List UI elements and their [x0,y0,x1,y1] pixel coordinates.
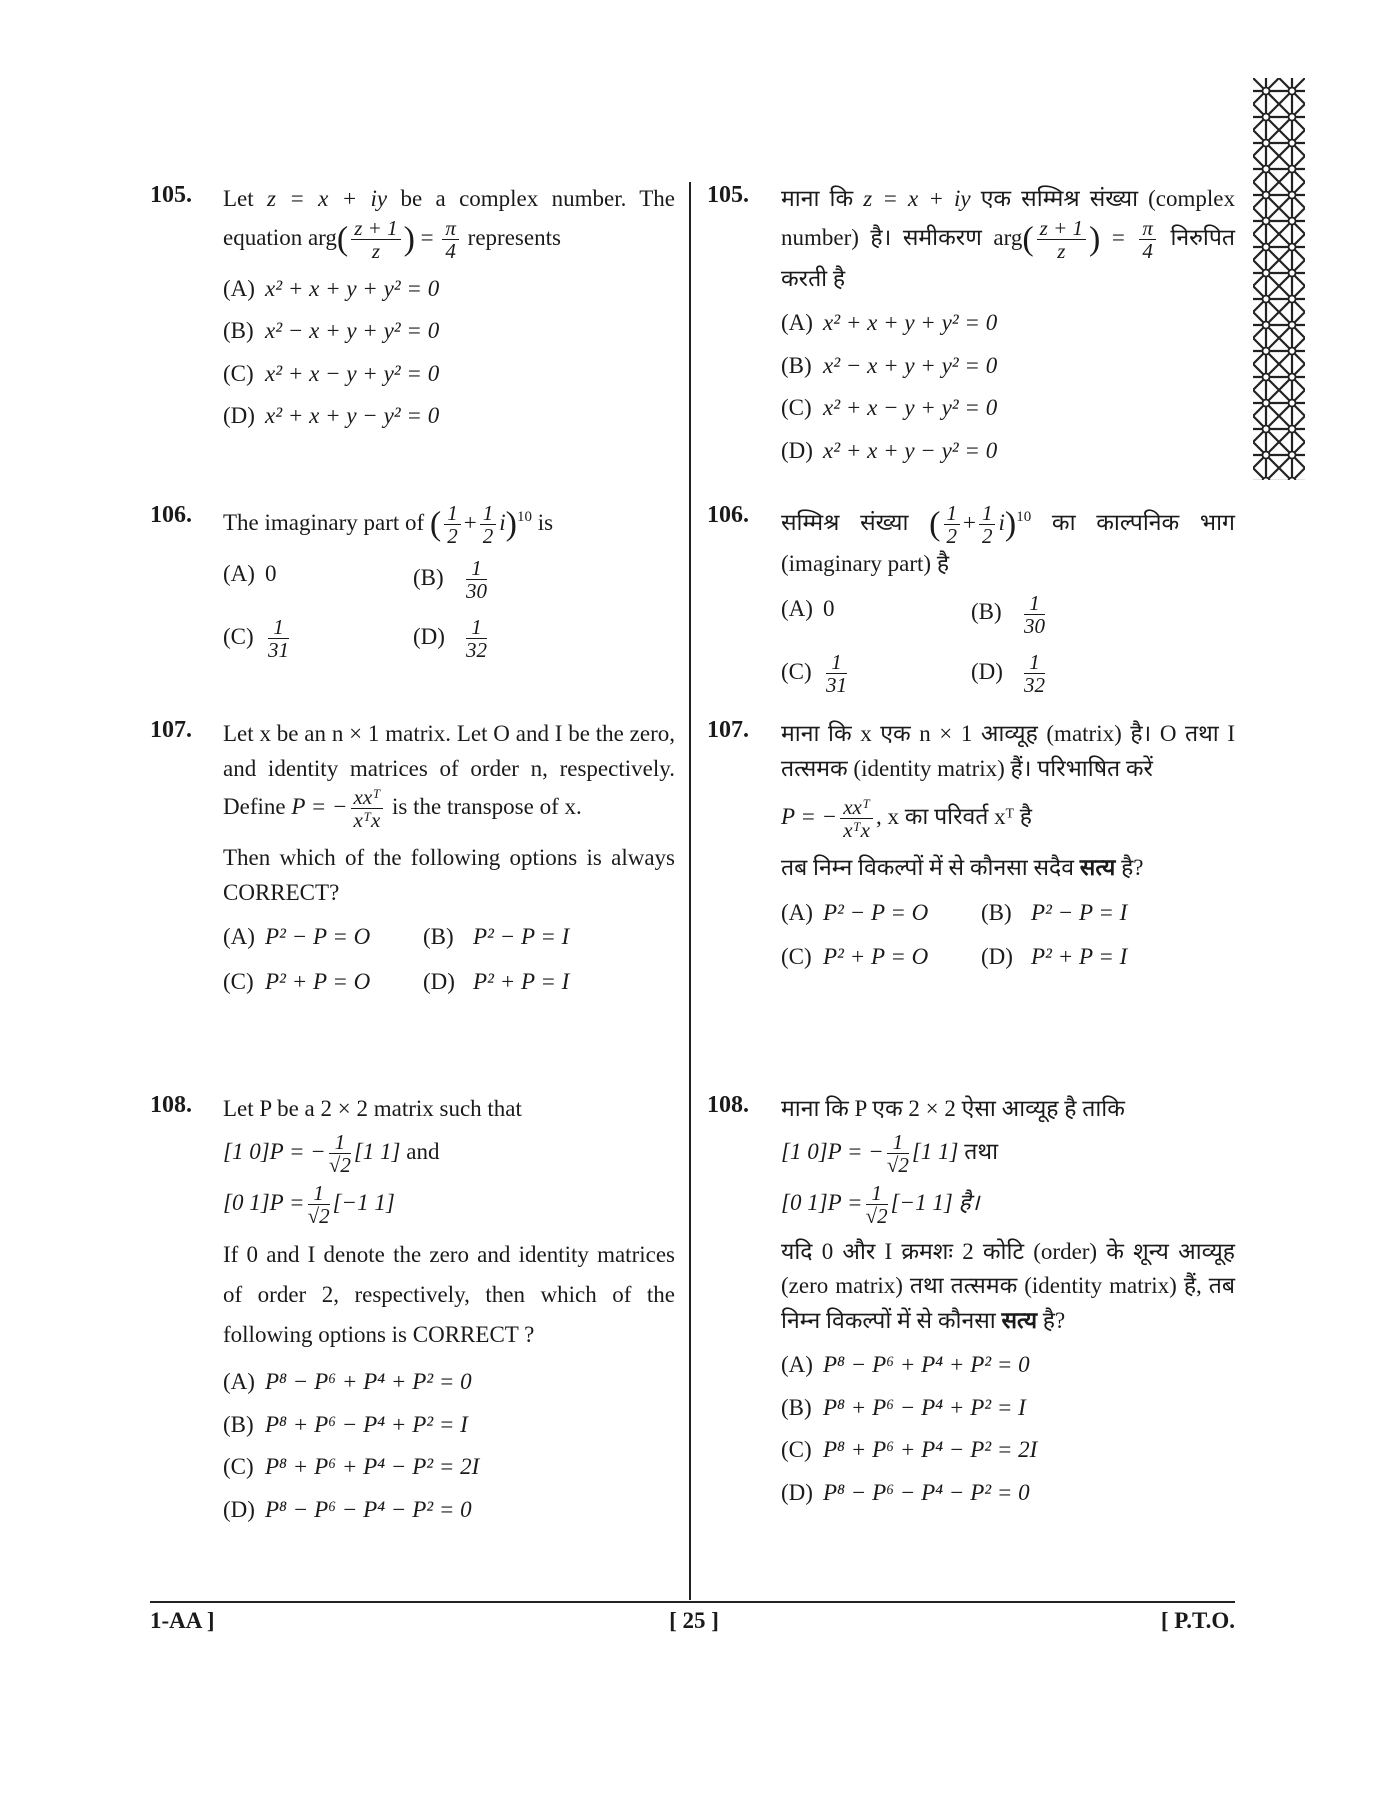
option-c: (C) $\frac{1}{31}$ [223,615,289,663]
equation-1: [1 0]P = − $\frac{1}{√2}$ [1 1] and [223,1129,440,1177]
equation-2: [0 1]P = $\frac{1}{√2}$ [−1 1] है। [781,1180,980,1228]
question-body [223,717,675,999]
option-d: (D) P² + P = I [981,944,1128,970]
question-number: 106. [150,502,192,528]
option-c: (C) $\frac{1}{31}$ [781,649,847,697]
question-stem-2: If 0 and I denote the zero and identity matrices of order 2, respectively, then which of the following options is CORRECT ? [223,1241,675,1348]
option-d: (D) $\frac{1}{32}$ [971,649,1045,697]
option-d: (D) P⁸ − P⁶ − P⁴ − P² = 0 [781,1479,1030,1505]
option-c: (C) P⁸ + P⁶ + P⁴ − P² = 2I [781,1437,1038,1463]
column-divider [689,182,691,1600]
question-body [781,502,1235,696]
question-body [223,182,675,442]
options-grid [781,592,1235,696]
question-stem-2: यदि 0 और I क्रमशः 2 कोटि (order) के शून्य आव्यूह (zero matrix) तथा तत्समक (identity matrix) हैं, तब निम्न विकल्पों में से कौनसा सत्य है? [781,1238,1235,1333]
option-b: (B) $\frac{1}{30}$ [413,556,487,604]
option-a: (A) x² + x + y + y² = 0 [223,275,440,301]
fraction: $\frac{\pi}{4}$ [442,217,459,262]
option-b: (B) P⁸ + P⁶ − P⁴ + P² = I [781,1394,1026,1420]
option-b: (B) x² − x + y + y² = 0 [223,318,440,344]
question-number: 106. [707,502,749,528]
option-c: (C) P² + P = O [781,944,929,970]
booklet-code: 1-AA ] [150,1608,215,1633]
option-c: (C) P² + P = O [223,968,371,994]
question-body [223,502,675,661]
question-body [781,717,1235,975]
option-a: (A) 0 [223,561,277,587]
question-body [223,1092,675,1535]
page-number: [ 25 ] [669,1608,719,1633]
option-a: (A) 0 [781,595,835,621]
please-turn-over: [ P.T.O. [1160,1608,1235,1633]
option-a: (A) P⁸ − P⁶ + P⁴ + P² = 0 [781,1352,1030,1378]
options-grid [223,557,675,661]
option-d: (D) x² + x + y − y² = 0 [223,403,440,429]
question-stem: माना कि z = x + iy एक सम्मिश्र संख्या (complex number) है। समीकरण arg( $\frac{z + 1}{z}$ ) = $\frac{\pi}{4}$ निरुपित करती है [781,186,1236,291]
option-d: (D) P⁸ − P⁶ − P⁴ − P² = 0 [223,1496,472,1522]
question-stem: Let P be a 2 × 2 matrix such that [223,1096,522,1121]
option-b: (B) P⁸ + P⁶ − P⁴ + P² = I [223,1411,468,1437]
option-a: (A) P² − P = O [223,924,371,950]
question-number: 107. [150,717,192,743]
option-b: (B) P² − P = I [981,899,1128,925]
definition: P = − $\frac{\text{xxᵀ}}{\text{xᵀx}}$ , x का परिवर्त xᵀ है [781,795,1032,843]
option-c: (C) P⁸ + P⁶ + P⁴ − P² = 2I [223,1454,480,1480]
fraction: $\frac{z + 1}{z}$ [351,217,400,262]
option-c: (C) x² + x − y + y² = 0 [223,360,440,386]
options-grid [781,896,1235,975]
option-b: (B) $\frac{1}{30}$ [971,590,1045,638]
question-number: 105. [707,182,749,208]
option-b: (B) P² − P = I [423,924,570,950]
options-grid [223,920,675,999]
question-stem: माना कि P एक 2 × 2 ऐसा आव्यूह है ताकि [781,1096,1125,1121]
question-stem: Let x be an n × 1 matrix. Let O and I be the zero, and identity matrices of order n, respectively. Define P = − $\frac{\text{xxᵀ}}{\text{xᵀx}}$ is the transpose of x. [223,721,675,833]
option-d: (D) $\frac{1}{32}$ [413,615,487,663]
option-d: (D) x² + x + y − y² = 0 [781,437,998,463]
question-stem-2: तब निम्न विकल्पों में से कौनसा सदैव सत्य है? [781,855,1144,881]
option-b: (B) x² − x + y + y² = 0 [781,352,998,378]
question-number: 108. [150,1092,192,1118]
question-number: 105. [150,182,192,208]
equation-1: [1 0]P = − $\frac{1}{√2}$ [1 1] तथा [781,1129,999,1177]
question-stem: सम्मिश्र संख्या ( $\frac{1}{2}$ + $\frac{1}{2}$ i)$^{10}$ का काल्पनिक भाग (imaginary part) है [781,501,1235,577]
question-number: 108. [707,1092,749,1118]
option-a: (A) P⁸ − P⁶ + P⁴ + P² = 0 [223,1369,472,1395]
question-stem: माना कि x एक n × 1 आव्यूह (matrix) है। O तथा I तत्समक (identity matrix) हैं। परिभाषित करें [781,721,1235,781]
question-number: 107. [707,717,749,743]
decorative-border-icon [1253,78,1305,480]
option-a: (A) x² + x + y + y² = 0 [781,310,998,336]
question-stem-2: Then which of the following options is always CORRECT? [223,845,675,905]
option-a: (A) P² − P = O [781,899,929,925]
question-stem: Let z = x + iy be a complex number. The equation arg( $\frac{z + 1}{z}$ ) = $\frac{\pi}{4}$ represents [223,186,676,263]
question-body [781,1092,1235,1518]
footer-rule [150,1601,1235,1603]
question-body [781,182,1235,476]
equation-2: [0 1]P = $\frac{1}{√2}$ [−1 1] [223,1180,395,1228]
question-stem: The imaginary part of ( $\frac{1}{2}$ + $\frac{1}{2}$ i)$^{10}$ is [223,501,554,549]
option-d: (D) P² + P = I [423,968,570,994]
option-c: (C) x² + x − y + y² = 0 [781,395,998,421]
